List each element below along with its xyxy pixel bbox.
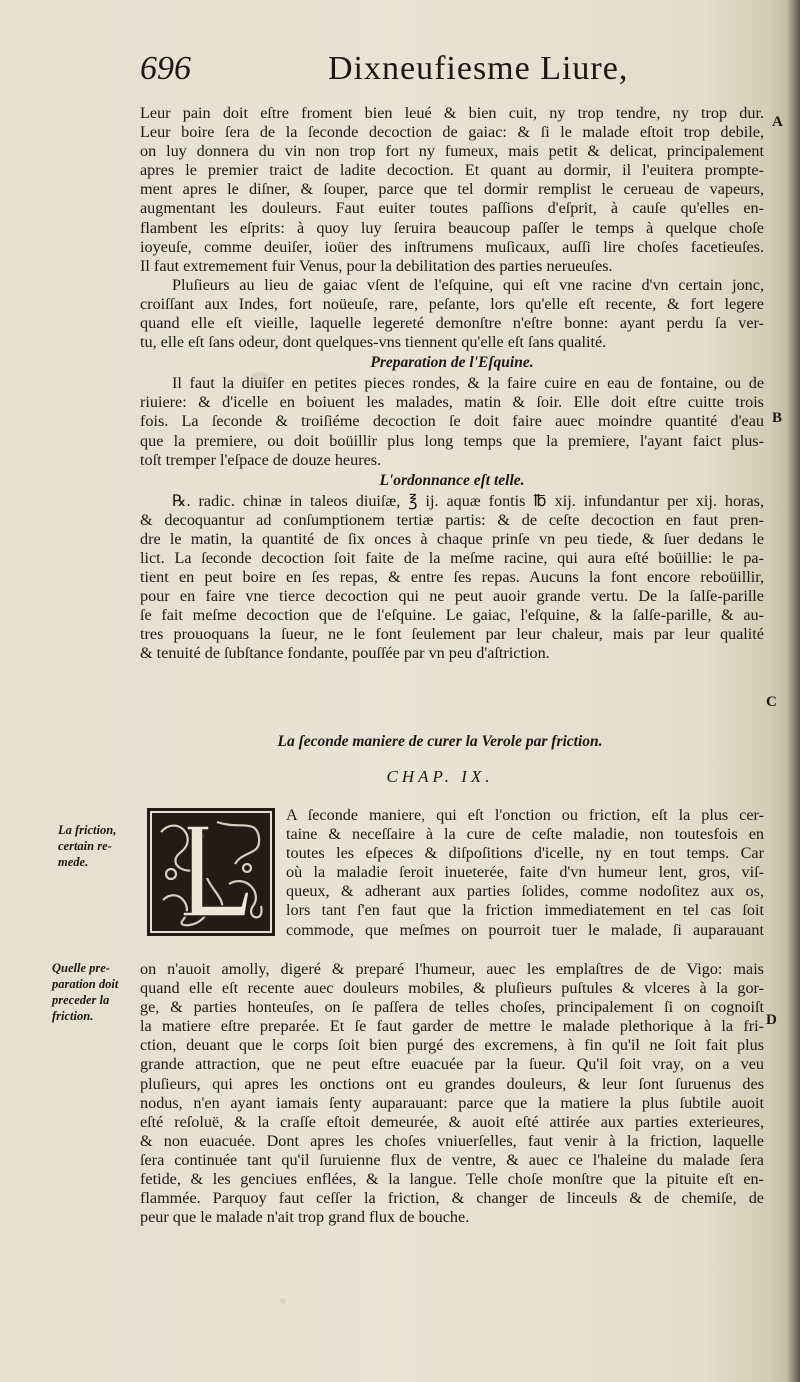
text-line: fetide, & les genciues enflées, & la langue. Telle choſe monſtre que la pituite eſt en- bbox=[140, 1170, 764, 1189]
margin-note-line: preceder la bbox=[52, 993, 110, 1007]
text-line: augmentant les douleurs. Faut euiter toutes paſſions d'eſprit, à cauſe qu'elles en- bbox=[140, 199, 764, 218]
margin-note-friction bbox=[58, 822, 116, 870]
margin-note-line: friction. bbox=[52, 1009, 94, 1023]
decorated-initial-l-icon bbox=[147, 808, 275, 936]
text-line: Leur boire ſera de la ſeconde decoction de gaiac: & ſi le malade eſtoit trop debile, bbox=[140, 123, 764, 142]
subheading-ordonnance: L'ordonnance eſt telle. bbox=[379, 471, 525, 489]
text-line: Il faut extremement fuir Venus, pour la debilitation des parties nerueuſes. bbox=[140, 256, 613, 275]
text-line: où la maladie ſeroit inueterée, faite d'vn humeur lent, gros, viſ- bbox=[286, 863, 764, 882]
chapter-text-full-width bbox=[140, 960, 764, 1227]
text-line: commode, que meſmes on pourroit tuer le malade, ſi auparauant bbox=[286, 920, 764, 939]
body-text-top bbox=[140, 104, 764, 664]
chapter-number: CHAP. IX. bbox=[386, 767, 494, 786]
margin-note-preparation bbox=[52, 960, 118, 1024]
text-line: A ſeconde maniere, qui eſt l'onction ou friction, eſt la plus cer- bbox=[286, 806, 764, 824]
text-line: lict. La ſeconde decoction ſoit faite de la meſme racine, qui aura eſté boüillie: le pa- bbox=[140, 548, 764, 567]
text-line: peur que le malade n'ait trop grand flux de bouche. bbox=[140, 1208, 470, 1227]
text-line: tient en peut boire en ſes repas, & entre ſes repas. Aucuns la font encore reboüillir, bbox=[140, 568, 764, 587]
text-line: tres prouoquans la ſueur, ne le font ſeulement par leur chaleur, mais par leur qualité bbox=[140, 625, 764, 644]
text-line: flambent les eſprits: à quoy luy ſeruira beaucoup paſſer le temps à quelque choſe bbox=[140, 218, 764, 237]
text-line: la matiere eſtre preparée. Et ſe faut garder de mettre le malade plethorique à la fri- bbox=[140, 1017, 764, 1036]
text-line: tu, elle eſt ſans odeur, dont quelques-vns tiennent qu'elle eſt ſans qualité. bbox=[140, 333, 607, 352]
text-line: ment apres le diſner, & ſouper, parce que tel dormir remplist le cerueau de vapeurs, bbox=[140, 180, 764, 199]
text-line: fois. La ſeconde & troiſiéme decoction ſe doit faire auec moindre quantité d'eau bbox=[140, 412, 764, 431]
page-header bbox=[140, 46, 660, 96]
text-line: on luy donnera du vin non trop fort ny fumeux, mais petit & delicat, principalement bbox=[140, 142, 764, 161]
page-number: 696 bbox=[140, 50, 191, 87]
subheading-preparation: Preparation de l'Eſquine. bbox=[370, 354, 534, 372]
text-line: lors tant ſ'en faut que la friction immediatement en tel cas ſoit bbox=[286, 901, 764, 920]
text-line: quand elle eſt recente auec douleurs mobiles, & pluſieurs puſtules & vlceres à la gor- bbox=[140, 979, 764, 998]
text-line: pour en faire vne tierce decoction qui ne peut auoir grande vertu. De la ſalſe-parille bbox=[140, 587, 764, 606]
ink-smudge bbox=[280, 1298, 286, 1304]
text-line: Pluſieurs au lieu de gaiac vſent de l'eſquine, qui eſt vne racine d'vn certain jonc, bbox=[172, 275, 764, 294]
text-line: ge, & parties honteuſes, on ſe paſſera de telles choſes, principalement ſi on cognoiſt bbox=[140, 998, 764, 1017]
text-line: grande attraction, que ne peut eſtre euacuée par la ſueur. Qu'il ſoit vray, on a veu bbox=[140, 1055, 764, 1074]
text-line: ioyeuſe, comme deuiſer, ioüer des inſtrumens muſicaux, auſſi lire choſes facetieuſes. bbox=[140, 237, 764, 256]
text-line: dre le matin, la quantité de ſix onces à chaque prinſe vn peu tiede, & ſuer dedans le bbox=[140, 529, 764, 548]
text-line: queux, & adherant aux parties ſolides, comme nodoſitez aux os, bbox=[286, 882, 764, 901]
text-line: & non euacuée. Dont apres les choſes vniuerſelles, faut venir à la friction, laquelle bbox=[140, 1131, 764, 1150]
margin-letter-c: C bbox=[766, 694, 777, 710]
text-line: ſe fait meſme decoction que de l'eſquine. Le gaiac, l'eſquine, & la ſalſe-parille, & au- bbox=[140, 606, 764, 625]
text-line: Il faut la diuiſer en petites pieces rondes, & la faire cuire en eau de fontaine, ou de bbox=[172, 374, 764, 393]
text-line: eſté reſoluë, & la craſſe eſtoit demeurée, & auoit eſté attirée aux parties exterieures, bbox=[140, 1112, 764, 1131]
text-line: pluſieurs, qui apres les onctions ont eu grandes douleurs, & leur ſont ſuruenus des bbox=[140, 1074, 764, 1093]
running-title: Dixneufiesme Liure, bbox=[328, 50, 629, 87]
margin-note-line: paration doit bbox=[52, 977, 119, 991]
text-line: ction, deuant que le corps ſoit bien purgé des excremens, à fin qu'il ne ſoit fait plus bbox=[140, 1036, 764, 1055]
margin-letter-b: B bbox=[772, 410, 783, 426]
margin-note-line: mede. bbox=[58, 855, 89, 869]
text-line: que la premiere, ou doit boüillir plus long temps que la premiere, l'ayant faict plus- bbox=[140, 431, 764, 450]
text-line: flammée. Parquoy faut ceſſer la friction, & changer de linceuls & de chemiſe, de bbox=[140, 1189, 764, 1208]
text-line: quand elle eſt vieille, laquelle legereté demonſtre n'eſtre bonne: ayant perdu ſa ver- bbox=[140, 314, 764, 333]
text-line: croiſſant aux Indes, fort noüeuſe, rare, peſante, lors qu'elle eſt recente, & fort legere bbox=[140, 294, 764, 313]
text-line: on n'auoit amolly, digeré & preparé l'humeur, auec les emplaſtres de de Vigo: mais bbox=[140, 960, 764, 978]
margin-note-line: certain re- bbox=[58, 839, 112, 853]
text-line: toſt tremper l'eſpace de douze heures. bbox=[140, 450, 382, 469]
margin-letter-a: A bbox=[772, 114, 783, 130]
text-line: & tenuité de ſubſtance fondante, pouſſée par vn peu d'aſtriction. bbox=[140, 644, 550, 663]
text-line: nodus, n'en ayant iamais ſenty auparauant: parce que la matiere la plus ſubtile auoit bbox=[140, 1093, 764, 1112]
text-line: taine & neceſſaire à la cure de ceſte maladie, non toutesfois en bbox=[286, 825, 764, 844]
margin-letter-d: D bbox=[766, 1012, 777, 1028]
text-line: apres le premier traict de ladite decoction. Et quant au dormir, il l'euitera prompte- bbox=[140, 161, 764, 180]
chapter-text-beside-initial bbox=[286, 806, 764, 940]
text-line: ℞. radic. chinæ in taleos diuiſæ, ℥ ij. aquæ fontis ℔ xij. infundantur per xij. horas, bbox=[172, 491, 764, 510]
margin-note-line: Quelle pre- bbox=[52, 961, 110, 975]
page-edge bbox=[786, 0, 800, 1382]
text-line: ſera continuée tant qu'il ſuruienne flux de ventre, & auec ce l'haleine du malade ſera bbox=[140, 1150, 764, 1169]
text-line: & decoquantur ad conſumptionem tertiæ partis: & de ceſte decoction en faut pren- bbox=[140, 510, 764, 529]
margin-note-line: La friction, bbox=[58, 823, 117, 837]
text-line: toutes les eſpeces & diſpoſitions d'icelle, ny en tout temps. Car bbox=[286, 844, 764, 863]
text-line: Leur pain doit eſtre froment bien leué & bien cuit, ny trop tendre, ny trop dur. bbox=[140, 104, 764, 122]
chapter-title: La ſeconde maniere de curer la Verole par friction. bbox=[277, 733, 603, 750]
text-line: riuiere: & d'icelle en boiuent les malades, matin & ſoir. Elle doit eſtre cuitte trois bbox=[140, 393, 764, 412]
